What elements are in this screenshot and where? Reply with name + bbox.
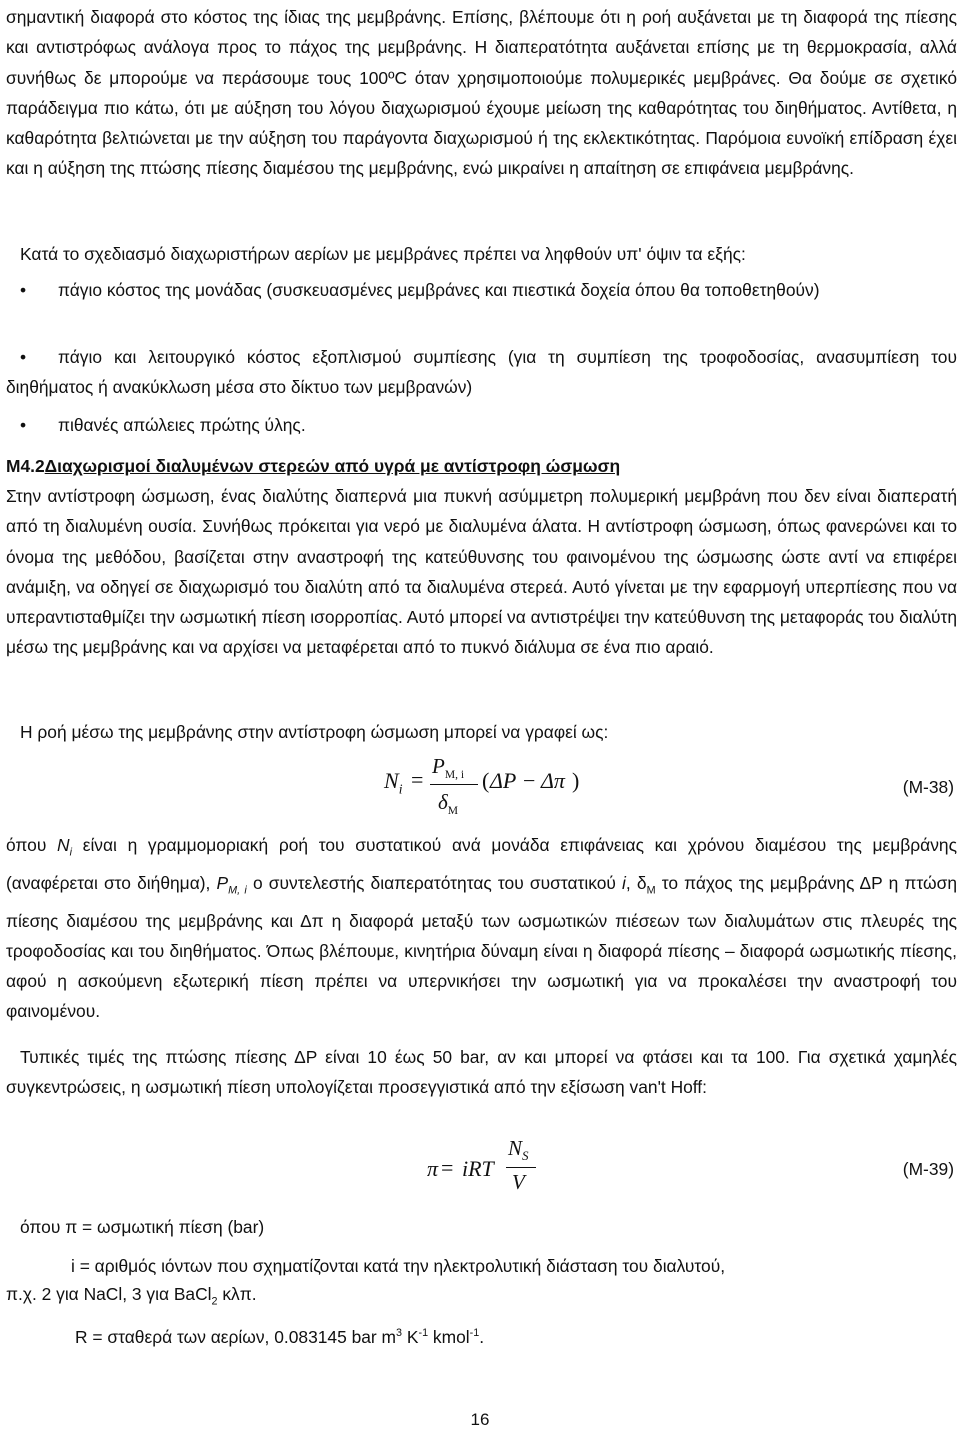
eq-paren-close: ) <box>572 768 580 793</box>
paragraph-membrane-cost: σημαντική διαφορά στο κόστος της ίδιας της μεμβράνης. Επίσης, βλέπουμε ότι η ροή αυξάνεται με τη διαφορά της πίεσης και αντιστρόφως ανάλογα προς το πάχος της μεμβράνης. Η διαπερατότητα αυξάνεται επίσης με τη θερμοκρασία, αλλά συνήθως δε μπορούμε να περάσουμε τους 100ºC όταν χρησιμοποιούμε πολυμερικές μεμβράνες. Θα δούμε σε σχετικό παράδειγμα πιο κάτω, ότι με αύξηση του λόγου διαχωρισμού έχουμε μείωση της καθαρότητας του διηθήματος. Αντίθετα, η καθαρότητα βελτιώνεται με την αύξηση του παράγοντα διαχωρισμού ή της εκλεκτικότητας. Παρόμοια ευνοϊκή επίδραση έχει και η αύξηση της πτώσης πίεσης διαμέσου της μεμβράνης, ενώ μικραίνει η απαίτηση σε επιφάνεια μεμβράνης. <box>6 7 957 179</box>
paragraph-pressure-values: Τυπικές τιμές της πτώσης πίεσης ΔP είναι 10 έως 50 bar, αν και μπορεί να φτάσει και τα 100. Για σχετικά χαμηλές συγκεντρώσεις, η ωσμωτική πίεση υπολογίζεται προσεγγιστικά από την εξίσωση van't Hoff: <box>6 1047 957 1098</box>
eq-lhs: $N_i$ <box>384 768 403 797</box>
bullet-text: πάγιο κόστος της μονάδας (συσκευασμένες μεμβράνες και πιεστικά δοχεία όπου θα τοποθετηθούν) <box>58 280 820 300</box>
eq-equals: = <box>441 1155 454 1180</box>
eq-delta-p: ΔP <box>490 768 517 793</box>
bullet-item-compression-cost <box>6 342 957 403</box>
definition-ion-count-line1: i = αριθμός ιόντων που σχηματίζονται κατά την ηλεκτρολυτική διάσταση του διαλυτού, <box>71 1256 726 1276</box>
fraction-bar <box>506 1167 536 1168</box>
equation-number: (M-38) <box>902 777 954 797</box>
section-title: Διαχωρισμοί διαλυμένων στερεών από υγρά με αντίστροφη ώσμωση <box>44 456 621 476</box>
definition-osmotic-pressure: όπου π = ωσμωτική πίεση (bar) <box>20 1217 265 1237</box>
equation-number: (M-39) <box>902 1159 954 1179</box>
fraction-bar <box>430 784 478 785</box>
paragraph-flux-intro: Η ροή μέσω της μεμβράνης στην αντίστροφη ώσμωση μπορεί να γραφεί ως: <box>20 722 609 742</box>
eq-paren-open: ( <box>482 768 490 793</box>
page-number: 16 <box>470 1410 490 1429</box>
eq-delta-pi: Δπ <box>541 768 565 793</box>
eq-denominator: V <box>512 1170 525 1194</box>
eq-irt: iRT <box>462 1156 494 1181</box>
eq-numerator: $P_{M, i}$ <box>432 754 465 782</box>
eq-pi: π <box>427 1156 439 1181</box>
bullet-text: πάγιο και λειτουργικό κόστος εξοπλισμού συμπίεσης (για τη συμπίεση της τροφοδοσίας, ανασυμπίεση του διηθήματος ή ανακύκλωση μέσα στο δίκτυο των μεμβρανών) <box>6 347 957 398</box>
definition-gas-constant: R = σταθερά των αερίων, 0.083145 bar $m^3$ $K^{-1}$ kmol$^{-1}$. <box>75 1326 485 1347</box>
section-number: M4.2 <box>6 456 45 476</box>
bullet-item-raw-material-losses <box>6 410 957 440</box>
bullet-marker: • <box>20 280 27 300</box>
definition-ion-count-line2: π.χ. 2 για NaCl, 3 για BaCl$_2$ κλπ. <box>6 1284 257 1308</box>
paragraph-variable-definitions: όπου $N_i$ είναι η γραμμομοριακή ροή του συστατικού ανά μονάδα επιφάνειας και χρόνου διαμέσου της μεμβράνης (αναφέρεται στο διήθημα), $P_{M, i}$ ο συντελεστής διαπερατότητας του συστατικού i, $\delta_M$ το πάχος της μεμβράνης ΔP η πτώση πίεσης διαμέσου της μεμβράνης και Δπ η διαφορά μεταξύ των ωσμωτικών πιέσεων των διαλυμάτων στις πλευρές της τροφοδοσίας και του διηθήματος. Όπως βλέπουμε, κινητήρια δύναμη είναι η διαφορά πίεσης – διαφορά ωσμωτικής πίεσης, αφού η ασκούμενη εξωτερική πίεση πρέπει να υπερνικήσει την ωσμωτική για να προκαλέσει την αναστροφή του φαινομένου. <box>6 835 957 1022</box>
section-heading <box>6 452 620 480</box>
bullet-marker: • <box>20 347 27 367</box>
bullet-marker: • <box>20 415 27 435</box>
eq-minus: − <box>523 768 536 793</box>
eq-equals: = <box>411 767 424 792</box>
paragraph-design-considerations: Κατά το σχεδιασμό διαχωριστήρων αερίων με μεμβράνες πρέπει να ληφθούν υπ' όψιν τα εξής: <box>20 244 746 264</box>
bullet-item-capital-cost <box>6 275 957 305</box>
bullet-text: πιθανές απώλειες πρώτης ύλης. <box>58 415 306 435</box>
paragraph-reverse-osmosis: Στην αντίστροφη ώσμωση, ένας διαλύτης διαπερνά μια πυκνή ασύμμετρη πολυμερική μεμβράνη που δεν είναι διαπερατή από τη διαλυμένη ουσία. Συνήθως πρόκειται για νερό με διαλυμένα άλατα. Η αντίστροφη ώσμωση, όπως φανερώνει και το όνομα της μεθόδου, βασίζεται στην αναστροφή της κατεύθυνσης του φαινομένου της ώσμωσης ώστε αντί να επιφέρει ανάμιξη, να οδηγεί σε διαχωρισμό του διαλύτη από τα διαλυμένα στερεά. Αυτό γίνεται με την εφαρμογή υπερπίεσης που να υπεραντισταθμίζει την ωσμωτική πίεση ισορροπίας. Αυτό μπορεί να αντιστρέψει την κατεύθυνση της μεταφοράς του διαλύτη μέσω της μεμβράνης και να αρχίσει να μεταφέρεται από το πυκνό διάλυμα σε ένα πιο αραιό. <box>6 486 957 658</box>
eq-denominator: $\delta_M$ <box>438 790 459 818</box>
eq-numerator: $N_S$ <box>508 1136 529 1164</box>
